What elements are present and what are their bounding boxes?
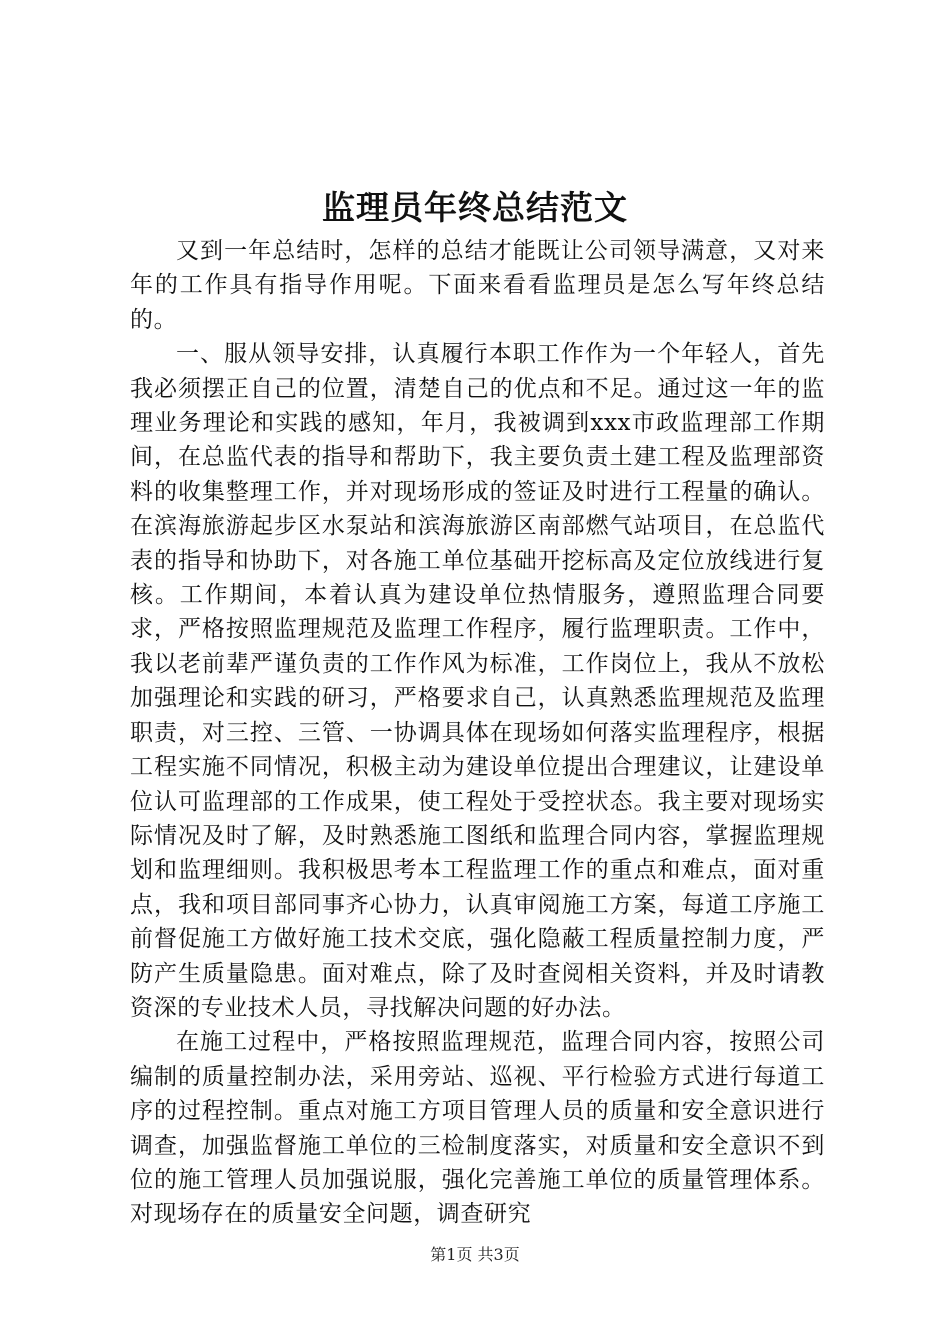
paragraph-construction-process: 在施工过程中，严格按照监理规范，监理合同内容，按照公司编制的质量控制办法，采用旁站、巡视、平行检验方式进行每道工序的过程控制。重点对施工方项目管理人员的质量和安全意识进行调查，加强监督施工单位的三检制度落实，对质量和安全意识不到位的施工管理人员加强说服，强化完善施工单位的质量管理体系。对现场存在的质量安全问题，调查研究: [130, 1029, 825, 1228]
document-body: [130, 234, 825, 1232]
paragraph-section-one: 一、服从领导安排，认真履行本职工作作为一个年轻人，首先我必须摆正自己的位置，清楚自己的优点和不足。通过这一年的监理业务理论和实践的感知，年月，我被调到xxx市政监理部工作期间，在总监代表的指导和帮助下，我主要负责土建工程及监理部资料的收集整理工作，并对现场形成的签证及时进行工程量的确认。在滨海旅游起步区水泵站和滨海旅游区南部燃气站项目，在总监代表的指导和协助下，对各施工单位基础开挖标高及定位放线进行复核。工作期间，本着认真为建设单位热情服务，遵照监理合同要求，严格按照监理规范及监理工作程序，履行监理职责。工作中，我以老前辈严谨负责的工作作风为标准，工作岗位上，我从不放松加强理论和实践的研习，严格要求自己，认真熟悉监理规范及监理职责，对三控、三管、一协调具体在现场如何落实监理程序，根据工程实施不同情况，积极主动为建设单位提出合理建议，让建设单位认可监理部的工作成果，使工程处于受控状态。我主要对现场实际情况及时了解，及时熟悉施工图纸和监理合同内容，掌握监理规划和监理细则。我积极思考本工程监理工作的重点和难点，面对重点，我和项目部同事齐心协力，认真审阅施工方案，每道工序施工前督促施工方做好施工技术交底，强化隐蔽工程质量控制力度，严防产生质量隐患。面对难点，除了及时查阅相关资料，并及时请教资深的专业技术人员，寻找解决问题的好办法。: [130, 341, 825, 1021]
document-title: 监理员年终总结范文: [322, 188, 628, 227]
paragraph-intro: 又到一年总结时，怎样的总结才能既让公司领导满意，又对来年的工作具有指导作用呢。下面来看看监理员是怎么写年终总结的。: [130, 238, 825, 333]
page-footer-indicator: 第1页 共3页: [430, 1245, 520, 1264]
